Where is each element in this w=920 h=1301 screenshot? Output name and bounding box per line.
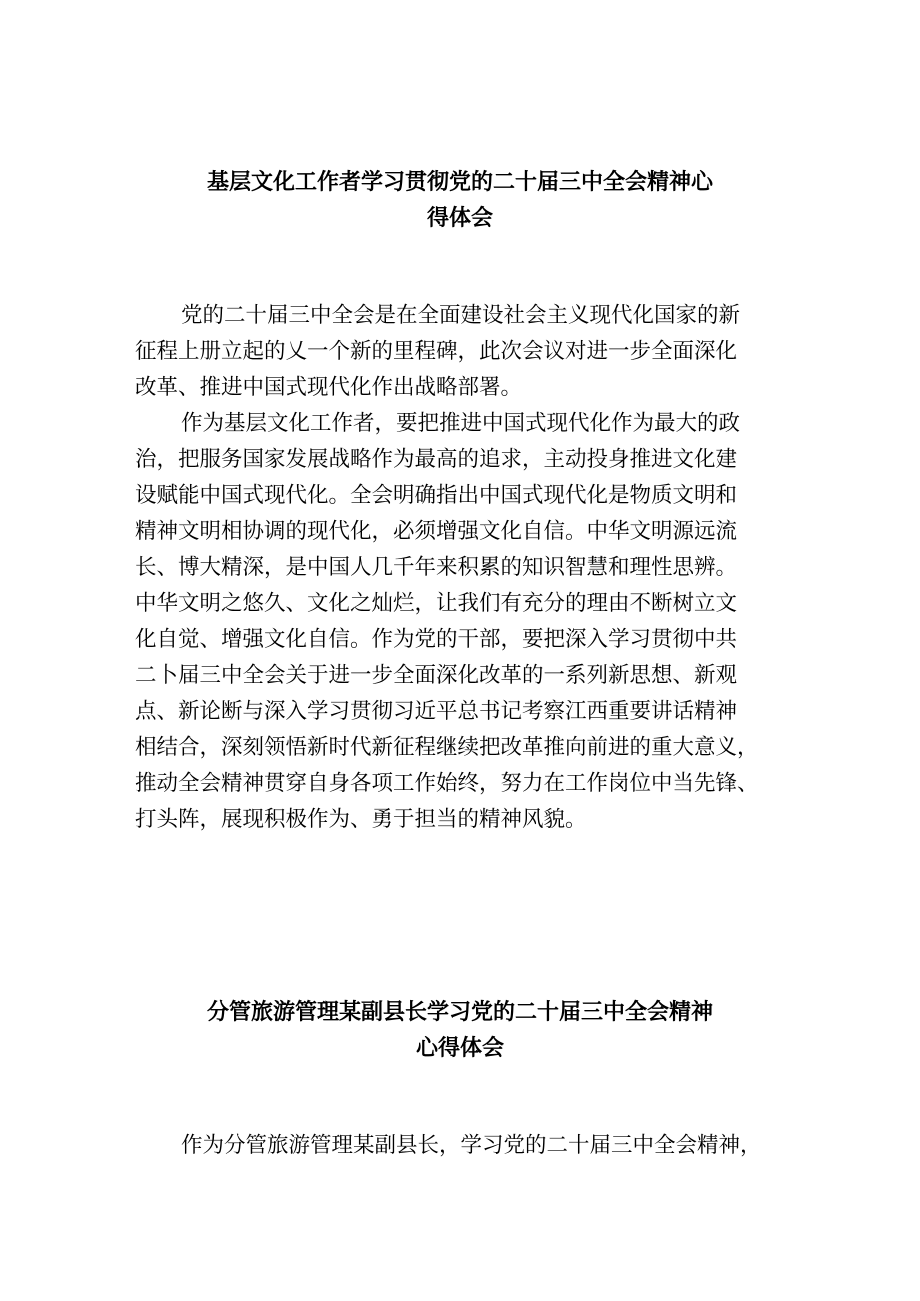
article-1-paragraph-2 (135, 406, 785, 838)
paragraph-line: 二卜届三中全会关于进一步全面深化改革的一系列新思想、新观 (135, 663, 738, 688)
paragraph-line: 作为分管旅游管理某副县长，学习党的二十届三中全会精神， (181, 1133, 762, 1158)
paragraph-line: 中华文明之悠久、文化之灿烂，让我们有充分的理由不断树立文 (135, 591, 738, 616)
paragraph-line: 化自觉、增强文化自信。作为党的干部，要把深入学习贯彻中共 (135, 627, 738, 652)
paragraph-line: 相结合，深刻领悟新时代新征程继续把改革推向前进的重大意义， (135, 735, 759, 760)
paragraph-line: 作为基层文化工作者，要把推进中国式现代化作为最大的政 (181, 411, 741, 436)
article-1-title-line: 基层文化工作者学习贯彻党的二十届三中全会精神心 (206, 170, 713, 195)
article-2-title-line: 心得体会 (415, 1036, 504, 1061)
paragraph-line: 征程上册立起的乂一个新的里程碑，此次会议对进一步全面深化 (135, 339, 738, 364)
article-1-paragraph-1 (135, 298, 785, 406)
paragraph-line: 党的二十届三中全会是在全面建设社会主义现代化国家的新 (181, 303, 741, 328)
paragraph-line: 打头阵，展现积极作为、勇于担当的精神风貌。 (135, 807, 587, 832)
paragraph-line: 改革、推进中国式现代化作出战略部署。 (135, 375, 523, 400)
paragraph-line: 治，把服务国家发展战略作为最高的追求，主动投身推进文化建 (135, 447, 738, 472)
paragraph-line: 长、博大精深，是中国人几千年来积累的知识智慧和理性思辨。 (135, 555, 738, 580)
article-1-title-line: 得体会 (426, 206, 493, 231)
article-1-title (120, 165, 800, 237)
article-2-paragraph-1 (135, 1128, 785, 1164)
article-2-title-line: 分管旅游管理某副县长学习党的二十届三中全会精神 (206, 1000, 713, 1025)
paragraph-line: 点、新论断与深入学习贯彻习近平总书记考察江西重要讲话精神 (135, 699, 738, 724)
paragraph-line: 精神文明相协调的现代化，必须增强文化自信。中华文明源远流 (135, 519, 738, 544)
paragraph-line: 推动全会精神贯穿自身各项工作始终，努力在工作岗位中当先锋、 (135, 771, 759, 796)
article-2-title (120, 995, 800, 1067)
paragraph-line: 设赋能中国式现代化。全会明确指出中国式现代化是物质文明和 (135, 483, 738, 508)
